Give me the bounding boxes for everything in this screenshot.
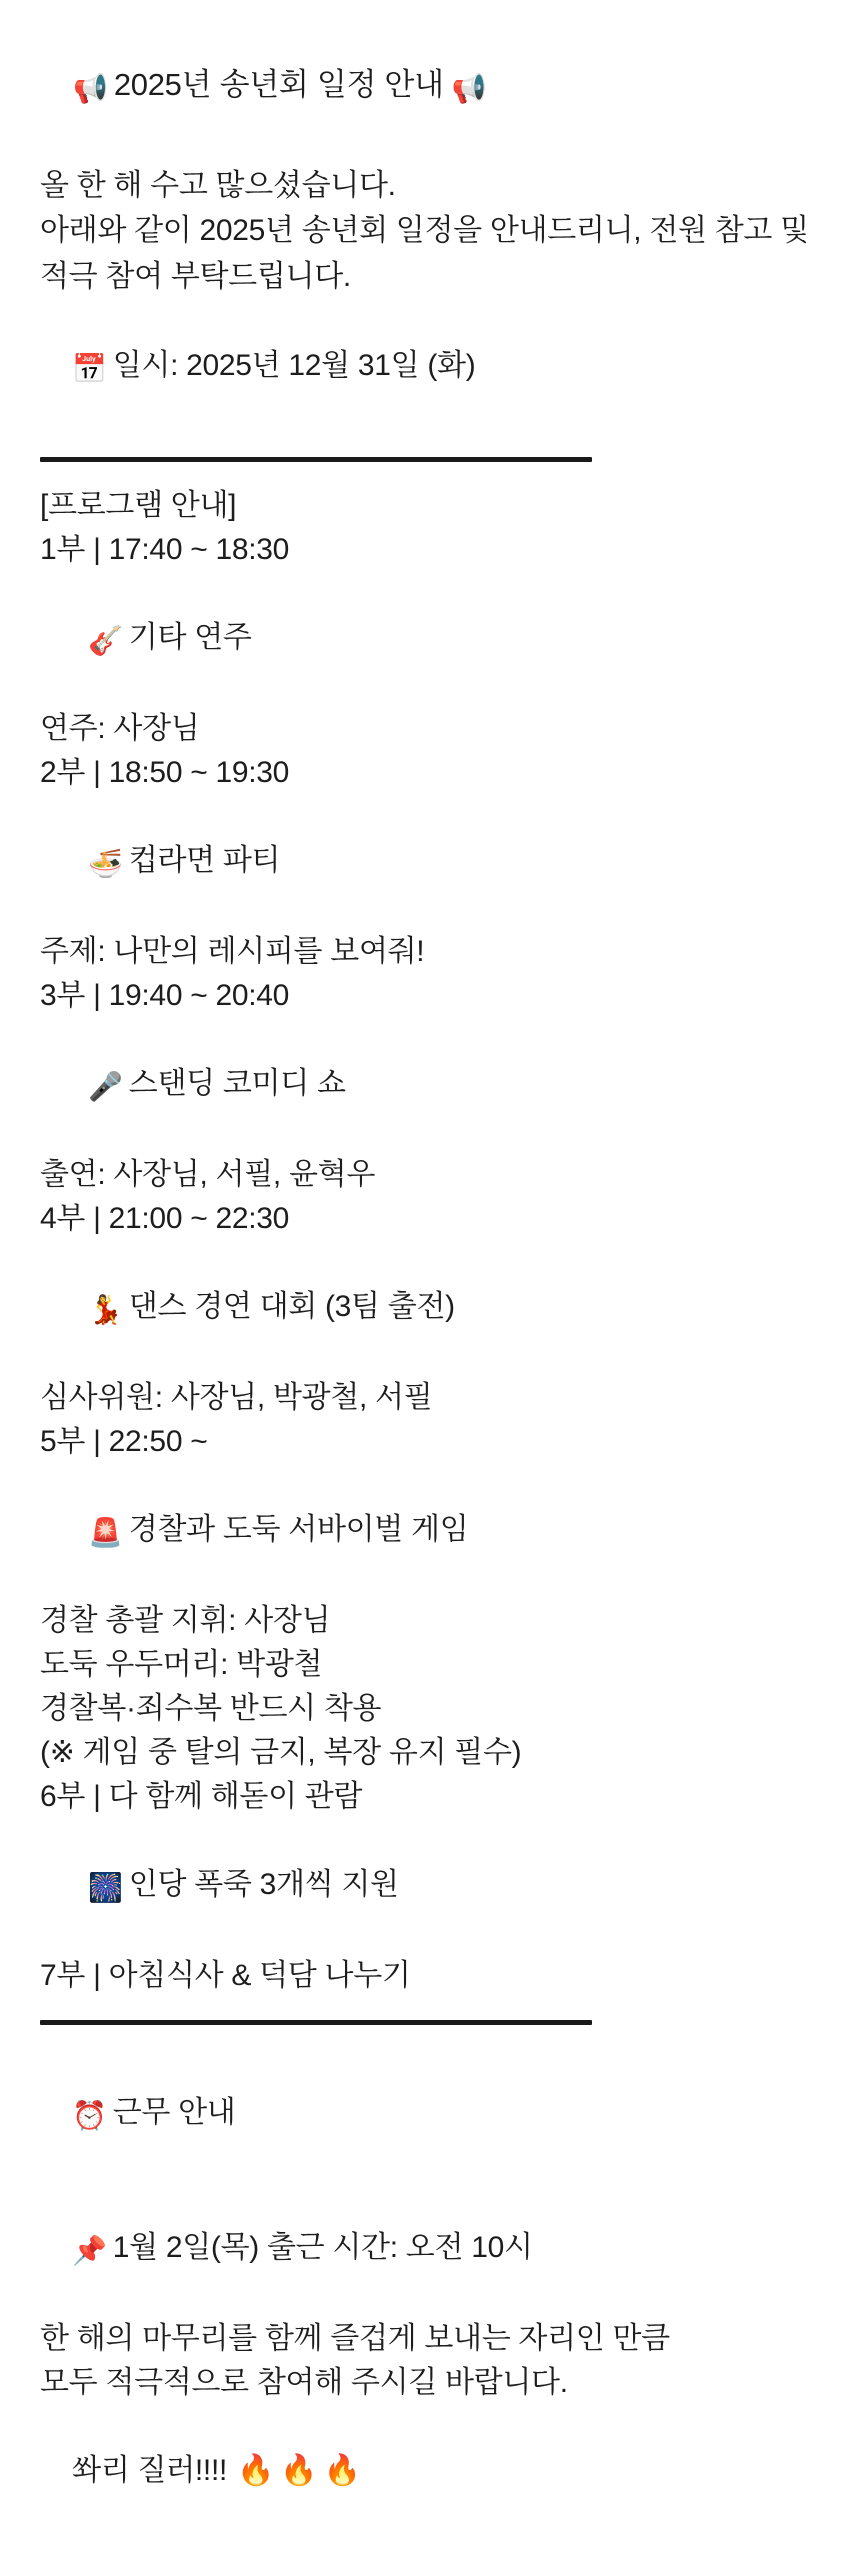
session-time: 7부 | 아침식사 & 덕담 나누기 [40, 1959, 411, 1992]
divider-bottom [40, 2020, 592, 2025]
session-detail: 심사위원: 사장님, 박광철, 서필 [40, 1381, 433, 1414]
event-date-text: 일시: 2025년 12월 31일 (화) [112, 349, 476, 382]
session-title: 인당 폭죽 3개씩 지원 [128, 1868, 399, 1901]
session-title-line [40, 1819, 810, 1954]
session-time: 1부 | 17:40 ~ 18:30 [40, 533, 290, 566]
session-time: 5부 | 22:50 ~ [40, 1425, 208, 1458]
session-title: 댄스 경연 대회 (3팀 출전) [128, 1290, 455, 1323]
session-title: 기타 연주 [128, 621, 252, 654]
program-heading: [프로그램 안내] [40, 489, 237, 522]
work-notice-pin-line [40, 2182, 810, 2317]
page-title: 2025년 송년회 일정 안내 [113, 67, 444, 102]
session-title: 경찰과 도둑 서바이벌 게임 [128, 1513, 469, 1546]
closing-line-1: 한 해의 마무리를 함께 즐겁게 보내는 자리인 만큼 [40, 2322, 670, 2355]
work-notice-heading-line [40, 2047, 810, 2182]
program-session [40, 1775, 810, 1954]
session-detail: 경찰복·죄수복 반드시 착용 [40, 1692, 382, 1725]
program-session [40, 751, 810, 974]
work-notice-heading: 근무 안내 [112, 2096, 236, 2129]
session-time: 4부 | 21:00 ~ 22:30 [40, 1202, 290, 1235]
session-title-line [40, 572, 810, 707]
session-time: 2부 | 18:50 ~ 19:30 [40, 756, 290, 789]
session-time: 6부 | 다 함께 해돋이 관람 [40, 1780, 363, 1813]
session-detail: 주제: 나만의 레시피를 보여줘! [40, 935, 425, 968]
intro-line-2: 아래와 같이 2025년 송년회 일정을 안내드리니, 전원 참고 및 적극 참여 부탁드립니다. [40, 214, 817, 293]
program-session [40, 1954, 810, 1998]
session-title-line [40, 1018, 810, 1153]
microphone-icon: 🎤 [88, 1070, 123, 1103]
program-session [40, 1197, 810, 1420]
intro-line-1: 올 한 해 수고 많으셨습니다. [40, 169, 396, 202]
session-title: 스탠딩 코미디 쇼 [128, 1067, 346, 1100]
session-detail: 경찰 총괄 지휘: 사장님 [40, 1604, 331, 1637]
session-title-line [40, 1464, 810, 1599]
police-light-icon: 🚨 [88, 1516, 123, 1549]
program-session [40, 1420, 810, 1775]
megaphone-icon-right: 📢 [451, 72, 487, 105]
divider-top [40, 457, 592, 462]
alarm-clock-icon: ⏰ [72, 2099, 107, 2132]
session-title-line [40, 795, 810, 930]
session-note: (※ 게임 중 탈의 금지, 복장 유지 필수) [40, 1736, 522, 1769]
fire-icons: 🔥🔥🔥 [237, 2453, 368, 2488]
session-title-line [40, 1241, 810, 1376]
dancer-icon: 💃 [88, 1293, 123, 1326]
guitar-icon: 🎸 [88, 624, 123, 657]
session-time: 3부 | 19:40 ~ 20:40 [40, 979, 290, 1012]
session-detail: 출연: 사장님, 서필, 윤혁우 [40, 1158, 376, 1191]
fireworks-icon: 🎆 [88, 1871, 123, 1904]
program-session [40, 974, 810, 1197]
document-title [40, 10, 810, 164]
calendar-icon: 📅 [72, 352, 107, 385]
closing-line-2: 모두 적극적으로 참여해 주시길 바랍니다. [40, 2366, 568, 2399]
session-title: 컵라면 파티 [128, 844, 281, 877]
ramen-icon: 🍜 [88, 847, 123, 880]
megaphone-icon-left: 📢 [73, 72, 108, 105]
program-session [40, 528, 810, 751]
pushpin-icon: 📌 [72, 2234, 107, 2267]
session-detail: 도둑 우두머리: 박광철 [40, 1648, 323, 1681]
cheer-text: 쏴리 질러!!!! [72, 2454, 228, 2487]
event-date-line [40, 300, 810, 435]
work-notice-pin-text: 1월 2일(목) 출근 시간: 오전 10시 [112, 2231, 533, 2264]
session-detail: 연주: 사장님 [40, 712, 200, 745]
cheer-line [40, 2405, 810, 2537]
